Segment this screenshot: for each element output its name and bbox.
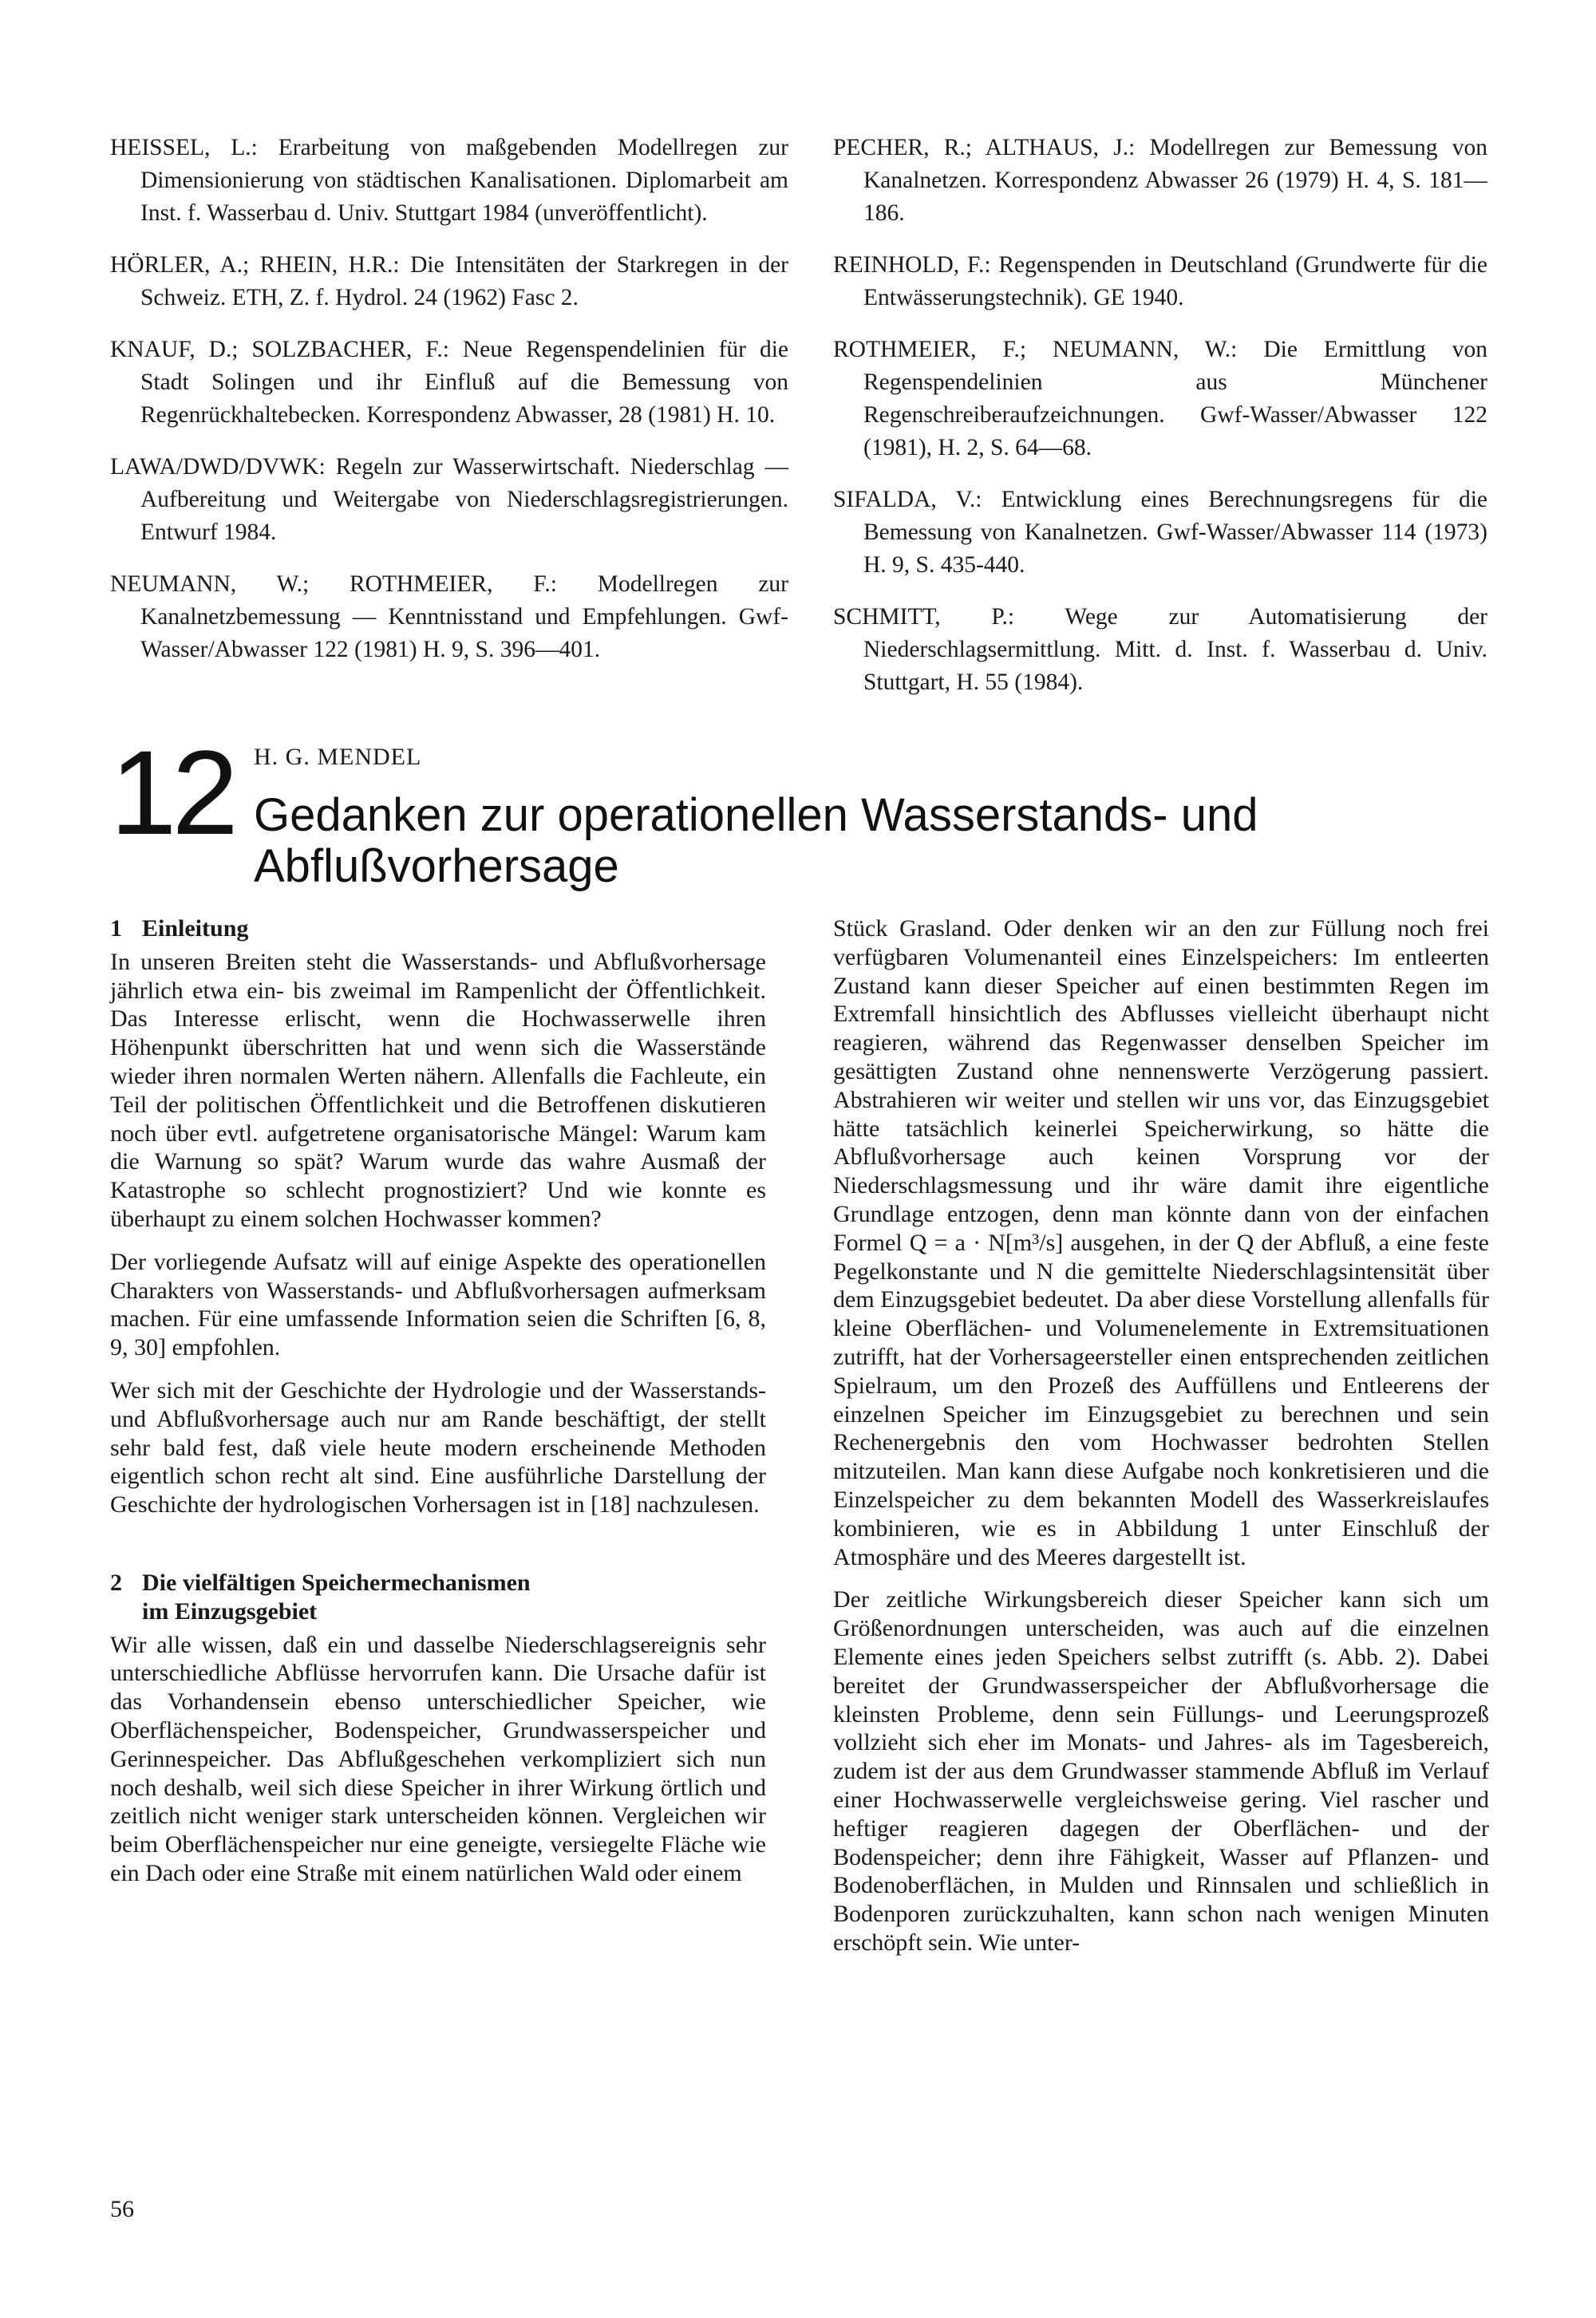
section-title-line-1: Die vielfältigen Speichermechanismen [142, 1569, 531, 1596]
reference-entry: HÖRLER, A.; RHEIN, H.R.: Die Intensitäten der Starkregen in der Schweiz. ETH, Z. f. Hydrol. 24 (1962) Fasc 2. [110, 252, 788, 310]
paragraph: Wir alle wissen, daß ein und dasselbe Niederschlagsereignis sehr unterschiedliche Abflüsse hervorrufen kann. Die Ursache dafür ist das Vorhandensein ebenso unterschiedlicher Speicher, wie Oberflächenspeicher, Bodenspeicher, Grundwasserspeicher und Gerinnespeicher. Das Abflußgeschehen verkompliziert sich nun noch deshalb, weil sich diese Speicher in ihrer Wirkung örtlich und zeitlich nicht weniger stark unterscheiden können. Vergleichen wir beim Oberflächenspeicher nur eine geneigte, versiegelte Fläche wie ein Dach oder eine Straße mit einem natürlichen Wald oder einem [110, 1631, 766, 1886]
chapter-title: Gedanken zur operationellen Wasserstands- und Abflußvorhersage [254, 789, 1258, 892]
references-left [110, 132, 788, 685]
page-number: 56 [110, 2196, 134, 2222]
paragraph: In unseren Breiten steht die Wasserstands- und Abflußvorhersage jährlich etwa ein- bis zweimal im Rampenlicht der Öffentlichkeit. Das Interesse erlischt, wenn die Hochwasserwelle ihren Höhenpunkt überschritten hat und wenn sich die Wasserstände wieder ihren normalen Werten nähern. Allenfalls die Fachleute, ein Teil der politischen Öffentlichkeit und die Betroffenen diskutieren noch über evtl. aufgetretene organisatorische Mängel: Warum kam die Warnung so spät? Warum wurde das wahre Ausmaß der Katastrophe so schlecht prognostiziert? Und wie konnte es überhaupt zu einem solchen Hochwasser kommen? [110, 948, 766, 1232]
paragraph: Wer sich mit der Geschichte der Hydrologie und der Wasserstands- und Abflußvorhersage auch nur am Rande beschäftigt, der stellt sehr bald fest, daß viele heute modern erscheinende Methoden eigentlich schon recht alt sind. Eine ausführliche Darstellung der Geschichte der hydrologischen Vorhersagen ist in [18] nachzulesen. [110, 1376, 766, 1518]
paragraph: Stück Grasland. Oder denken wir an den zur Füllung noch frei verfügbaren Volumenanteil eines Einzelspeichers: Im entleerten Zustand kann dieser Speicher auf einen bestimmten Regen im Extremfall hinsichtlich des Abflusses vielleicht überhaupt nicht reagieren, während das Regenwasser denselben Speicher im gesättigten Zustand ohne nennenswerte Verzögerung passiert. Abstrahieren wir weiter und stellen wir uns vor, das Einzugsgebiet hätte tatsächlich keinerlei Speicherwirkung, so hätte die Abflußvorhersage auch keinen Vorsprung vor der Niederschlagsmessung und ihr wäre damit ihre eigentliche Grundlage entzogen, denn man könnte dann von der einfachen Formel Q = a · N[m³/s] ausgehen, in der Q der Abfluß, a eine feste Pegelkonstante und N die gemittelte Niederschlagsintensität über dem Einzugsgebiet bedeutet. Da aber diese Vorstellung allenfalls für kleine Oberflächen- und Volumenelemente in Extremsituationen zutrifft, hat der Vorhersageersteller einen entsprechenden zeitlichen Spielraum, um den Prozeß des Auffüllens und Entleerens der einzelnen Speicher im Einzugsgebiet zu berechnen und sein Rechenergebnis den vom Hochwasser bedrohten Stellen mitzuteilen. Man kann diese Aufgabe noch konkretisieren und die Einzelspeicher zu dem bekannten Modell des Wasserkreislaufes kombinieren, wie es in Abbildung 1 unter Einschluß der Atmosphäre und des Meeres dargestellt ist. [833, 915, 1489, 1570]
section-number: 2 [110, 1569, 122, 1596]
paragraph: Der zeitliche Wirkungsbereich dieser Speicher kann sich um Größenordnungen unterscheiden, was auch auf die einzelnen Elemente eines jeden Speichers selbst zutrifft (s. Abb. 2). Dabei bereitet der Grundwasserspeicher der Abflußvorhersage die kleinsten Probleme, denn sein Füllungs- und Leerungsprozeß vollzieht sich eher im Monats- und Jahres- als im Tagesbereich, zudem ist der aus dem Grundwasser stammende Abfluß im Verlauf einer Hochwasserwelle vergleichsweise gering. Viel rascher und heftiger reagieren dagegen der Oberflächen- und der Bodenspeicher; denn ihre Fähigkeit, Wasser auf Pflanzen- und Bodenoberflächen, in Mulden und Rinnsalen und schließlich in Bodenporen zurückzuhalten, kann schon nach wenigen Minuten erschöpft sein. Wie unter- [833, 1586, 1489, 1956]
section-heading-1 [110, 914, 766, 943]
reference-entry: SIFALDA, V.: Entwicklung eines Berechnungsregens für die Bemessung von Kanalnetzen. Gwf-Wasser/Abwasser 114 (1973) H. 9, S. 435-440. [833, 487, 1487, 578]
section-number: 1 [110, 915, 122, 942]
chapter-author: H. G. MENDEL [254, 744, 422, 770]
reference-entry: ROTHMEIER, F.; NEUMANN, W.: Die Ermittlung von Regenspendelinien aus Münchener Regenschreiberaufzeichnungen. Gwf-Wasser/Abwasser 122 (1981), H. 2, S. 64—68. [833, 337, 1487, 460]
reference-entry: SCHMITT, P.: Wege zur Automatisierung der Niederschlagsermittlung. Mitt. d. Inst. f. Wasserbau d. Univ. Stuttgart, H. 55 (1984). [833, 604, 1487, 695]
references-right [833, 132, 1487, 718]
reference-entry: LAWA/DWD/DVWK: Regeln zur Wasserwirtschaft. Niederschlag — Aufbereitung und Weitergabe von Niederschlagsregistrierungen. Entwurf 1984. [110, 454, 788, 545]
section-title: Einleitung [142, 915, 249, 942]
reference-entry: NEUMANN, W.; ROTHMEIER, F.: Modellregen zur Kanalnetzbemessung — Kenntnisstand und Empfehlungen. Gwf-Wasser/Abwasser 122 (1981) H. 9, S. 396—401. [110, 571, 788, 662]
body-left-column [110, 914, 766, 1902]
section-heading-2 [110, 1569, 766, 1626]
section-title-line-2: im Einzugsgebiet [142, 1597, 318, 1625]
reference-entry: HEISSEL, L.: Erarbeitung von maßgebenden Modellregen zur Dimensionierung von städtischen Kanalisationen. Diplomarbeit am Inst. f. Wasserbau d. Univ. Stuttgart 1984 (unveröffentlicht). [110, 135, 788, 226]
reference-entry: KNAUF, D.; SOLZBACHER, F.: Neue Regenspendelinien für die Stadt Solingen und ihr Einfluß auf die Bemessung von Regenrückhaltebecken. Korrespondenz Abwasser, 28 (1981) H. 10. [110, 337, 788, 428]
paragraph: Der vorliegende Aufsatz will auf einige Aspekte des operationellen Charakters von Wasserstands- und Abflußvorhersagen aufmerksam machen. Für eine umfassende Information seien die Schriften [6, 8, 9, 30] empfohlen. [110, 1248, 766, 1361]
body-right-column [833, 914, 1489, 1972]
reference-entry: PECHER, R.; ALTHAUS, J.: Modellregen zur Bemessung von Kanalnetzen. Korrespondenz Abwasser 26 (1979) H. 4, S. 181—186. [833, 135, 1487, 226]
chapter-number: 12 [110, 725, 234, 859]
reference-entry: REINHOLD, F.: Regenspenden in Deutschland (Grundwerte für die Entwässerungstechnik). GE 1940. [833, 252, 1487, 310]
